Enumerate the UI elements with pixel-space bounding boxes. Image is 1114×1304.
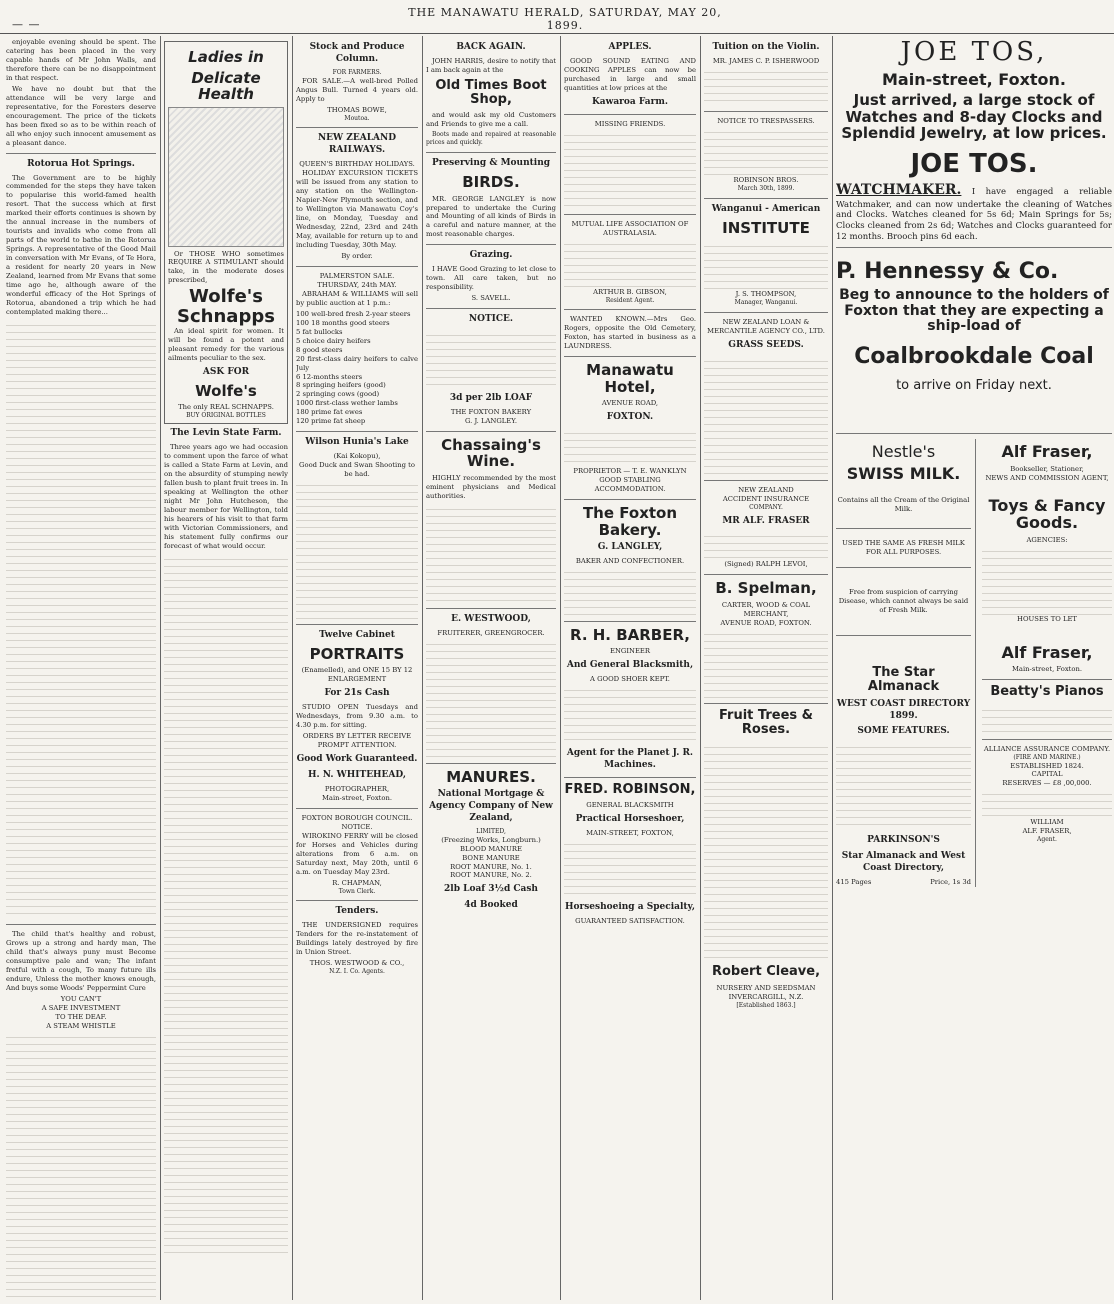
ad-text: Beg to announce to the holders of Foxton that they are expecting a ship-load of (839, 287, 1109, 335)
ad-text-continued (426, 638, 556, 758)
ad-text: And General Blacksmith, (566, 660, 694, 671)
ad-text-continued (836, 741, 971, 831)
ad-price: 2lb Loaf 3½d Cash (444, 884, 538, 895)
ad-text: LIMITED, (476, 827, 506, 835)
ad-title: ALLIANCE ASSURANCE COMPANY. (983, 744, 1111, 753)
ad-title: PALMERSTON SALE. (319, 271, 395, 280)
ad-title: Twelve Cabinet (319, 630, 395, 641)
ad-title: MISSING FRIENDS. (594, 119, 666, 128)
ad-title: Tenders. (335, 906, 379, 917)
ad-text-continued (564, 427, 696, 467)
ad-text-continued (704, 530, 828, 560)
sale-item: 8 springing heifers (good) (296, 381, 386, 390)
ad-name: WILLIAM (1030, 818, 1064, 827)
newspaper-title: THE MANAWATU HERALD, SATURDAY, MAY 20, 1899. (408, 6, 722, 32)
ad-text: Price, 1s 3d (930, 877, 971, 886)
ad-text: STUDIO OPEN Tuesdays and Wednesdays, from 9.30 a.m. to 4.30 p.m. for sitting. (296, 703, 418, 730)
ad-title: Beatty's Pianos (990, 684, 1104, 700)
ad-title: INSTITUTE (722, 218, 810, 237)
ad-title: ACCIDENT INSURANCE (722, 494, 810, 503)
ad-name: H. N. WHITEHEAD, (307, 770, 407, 780)
ad-item: ROOT MANURE, No. 2. (450, 871, 532, 880)
ad-text: The only REAL SCHNAPPS. (178, 403, 274, 412)
ad-text: MR. GEORGE LANGLEY is now prepared to undertake the Curing and Mounting of all kinds of Birds in a careful and nature manner, at the most reasonable charges. (426, 194, 556, 239)
ad-item: BLOOD MANURE (460, 844, 522, 853)
column-5 (564, 38, 696, 1300)
ad-title: Toys & Fancy Goods. (988, 495, 1106, 533)
brand-name: Wolfe's (188, 286, 263, 308)
ad-text: Good Work Guaranteed. (296, 754, 418, 765)
ad-heading: TO THE DEAF. (55, 1012, 107, 1021)
ad-title: BACK AGAIN. (456, 42, 526, 52)
ad-text: HIGHLY recommended by the most eminent physicians and Medical authorities. (426, 473, 556, 500)
ad-text: Star Almanack and West Coast Directory, (841, 851, 966, 874)
ad-sign: (Signed) RALPH LEVOI, (724, 560, 808, 569)
ad-role: Agent. (1037, 836, 1057, 844)
ad-text: Or THOSE WHO sometimes REQUIRE A STIMULANT should take, in the moderate doses prescribed, (168, 249, 284, 285)
ad-name: THOMAS BOWE, (327, 105, 387, 114)
sale-item: 100 18 months good steers (296, 318, 390, 327)
ad-title: JOE TOS. (910, 148, 1038, 179)
column-2 (164, 38, 288, 1300)
ad-text: PHOTOGRAPHER, (324, 784, 390, 793)
ad-subtitle: (Kai Kokopu), (333, 452, 381, 461)
ad-text: ABRAHAM & WILLIAMS will sell by public auction at 1 p.m.: (296, 289, 418, 307)
ad-title: FRED. ROBINSON, (564, 781, 696, 797)
ad-text: Main-street, Foxton. (1011, 665, 1083, 674)
ad-text: ENGINEER (609, 647, 650, 656)
ad-text: GOOD SOUND EATING AND COOKING APPLES can now be purchased in large and small quantities at low prices at the (564, 56, 696, 92)
sale-item: 180 prime fat ewes (296, 408, 363, 417)
section-title: Stock and Produce Column. (309, 42, 405, 64)
article-body: Three years ago we had occasion to comment upon the farce of what is called a State Farm at Levin, and on the absurdity of stumping newly fallen bush to plant fruit trees in. In speaking at Wellington the other night Mr John Hutcheson, the labour member for Wellington, told his hearers of his visit to that farm with Victorian Commissioners, and his statement fully confirms our forecast of what would occur. (164, 442, 288, 550)
article-text-continued (164, 553, 288, 1253)
ad-text: to arrive on Friday next. (896, 377, 1052, 393)
ad-role: Resident Agent. (605, 296, 655, 304)
ad-title: NEW ZEALAND (738, 485, 794, 494)
ad-text: USED THE SAME AS FRESH MILK FOR ALL PURPOSES. (842, 539, 965, 557)
sale-item: 120 prime fat sheep (296, 417, 366, 426)
ad-name: G. J. LANGLEY. (464, 416, 518, 425)
column-1 (6, 38, 156, 1300)
column-rule (292, 36, 293, 1300)
lead-paragraph: enjoyable evening should be spent. The catering has been placed in the very capable hands of Mr John Walls, and therefore there can be no disappointment in that respect. (6, 38, 156, 82)
ad-title: MANURES. (446, 767, 536, 786)
sale-item: 5 choice dairy heifers (296, 336, 371, 345)
ad-text: THE FOXTON BAKERY (450, 407, 532, 416)
ad-text: JOHN HARRIS, desire to notify that I am back again at the (426, 56, 556, 74)
ad-name: THOS. WESTWOOD & CO., (309, 959, 405, 968)
ad-name: ALF. FRASER, (1022, 827, 1072, 836)
ad-title: Chassaing's Wine. (441, 435, 541, 471)
ad-title: WATCHMAKER. (836, 182, 962, 199)
ad-title: NEW ZEALAND LOAN & MERCANTILE AGENCY CO., LTD. (707, 317, 825, 335)
ad-name: Robert Cleave, (711, 964, 821, 980)
ad-name: G. LANGLEY, (597, 542, 663, 553)
sale-items-list (296, 310, 418, 427)
article-text-continued (6, 319, 156, 919)
ad-text: (Freezing Works, Longburn.) (441, 835, 541, 844)
ad-title: MUTUAL LIFE ASSOCIATION OF AUSTRALASIA. (571, 219, 689, 237)
column-4 (426, 38, 556, 1300)
ad-text-continued (426, 503, 556, 603)
ad-name: ROBINSON BROS. (733, 175, 799, 184)
ad-name: R. CHAPMAN, (332, 878, 382, 887)
ad-text-continued (704, 240, 828, 290)
article-text-continued (296, 479, 418, 619)
ad-price: 4d Booked (464, 900, 518, 911)
ad-text: BAKER AND CONFECTIONER. (575, 556, 685, 565)
ad-text: WANTED KNOWN.—Mrs Geo. Rogers, opposite the Old Cemetery, Foxton, has started in business as a LAUNDRESS. (564, 315, 696, 351)
ad-title: Kawaroa Farm. (591, 96, 669, 107)
ad-text-continued (704, 628, 828, 698)
ad-text: I HAVE Good Grazing to let close to town. All care taken, but no responsibility. (426, 265, 556, 292)
ad-title: Preserving & Mounting (431, 158, 551, 169)
ad-text: For 21s Cash (324, 688, 390, 699)
ad-text-continued (564, 838, 696, 898)
ad-text-continued (982, 788, 1112, 818)
ad-name: PROPRIETOR — T. E. WANKLYN (573, 467, 687, 476)
ad-heading: A SAFE INVESTMENT (41, 1003, 121, 1012)
brand-name: Schnapps (177, 306, 275, 328)
woman-illustration (168, 107, 284, 247)
ad-sign: By order. (341, 251, 373, 260)
ad-text: CARTER, WOOD & COAL MERCHANT, (721, 600, 811, 618)
article-headline: The Levin State Farm. (170, 428, 282, 439)
ad-text: INVERCARGILL, N.Z. (728, 992, 804, 1001)
ad-price: 3d per 2lb LOAF (449, 393, 533, 403)
sale-item: 2 springing cows (good) (296, 390, 380, 399)
article-text-continued (6, 1031, 156, 1300)
sale-item: 5 fat bullocks (296, 327, 343, 336)
ad-title: Grazing. (469, 250, 513, 261)
ad-text-continued (564, 684, 696, 744)
ad-text: AGENCIES: (1026, 535, 1068, 544)
ad-title: Wanganui - American (711, 203, 821, 214)
ad-text: CAPITAL (1031, 770, 1063, 779)
ad-title: Ladies in (188, 48, 264, 66)
sale-item: 8 good steers (296, 345, 343, 354)
ad-name: J. S. THOMPSON, (735, 290, 797, 299)
ad-role: Manager, Wanganui. (734, 299, 798, 307)
ad-title: BIRDS. (462, 173, 520, 192)
sale-item: 100 well-bred fresh 2-year steers (296, 309, 411, 318)
ad-item: ROOT MANURE, No. 1. (450, 862, 532, 871)
ad-subtitle: NOTICE. (341, 822, 373, 831)
ad-text-continued (564, 129, 696, 209)
ad-text: RESERVES — £8 ,00,000. (1002, 779, 1092, 788)
ad-title: FOXTON BOROUGH COUNCIL. (301, 813, 413, 822)
ad-title: NOTICE. (468, 314, 514, 325)
poem: The child that's healthy and robust, Grows up a strong and hardy man, The child that's always puny must Become consumptive pale and wan; The infant fretful with a cough, To many future ills endure, Unless the mother knows enough, And buys some Woods' Peppermint Cure (6, 930, 156, 992)
ad-text: FRUITERER, GREENGROCER. (437, 628, 545, 637)
ad-title: Delicate Health (191, 68, 261, 103)
ad-title: COMPANY. (749, 503, 783, 511)
ad-text: PARKINSON'S (867, 835, 940, 846)
ad-title: B. Spelman, (715, 579, 817, 598)
ad-title: JOE TOS, (900, 38, 1048, 67)
lead-paragraph-2: We have no doubt but that the attendance will be very large and representative, for the Foresters deserve encouragement. The price of the tickets has been fixed so as to be within reach of all who enjoy such innocent amusement as a pleasant dance. (6, 84, 156, 147)
ad-text: AVENUE ROAD, (601, 399, 659, 408)
ad-title: Fruit Trees & Roses. (719, 707, 813, 738)
column-rule (160, 36, 161, 1300)
ad-text: AVENUE ROAD, FOXTON. (720, 618, 812, 627)
ad-title: NEW ZEALAND RAILWAYS. (317, 133, 397, 156)
ad-title: Wilson Hunia's Lake (305, 437, 409, 448)
ad-text: WIROKINO FERRY will be closed for Horses and Vehicles during alterations from 6 a.m. on Saturday next, May 20th, until 6 a.m. on Tuesday May 23rd. (296, 831, 418, 876)
ad-title: National Mortgage & Agency Company of New Zealand, (429, 789, 553, 823)
ad-title: WEST COAST DIRECTORY 1899. (836, 698, 971, 721)
ad-text: (FIRE AND MARINE.) (1013, 753, 1081, 761)
ad-text: BUY ORIGINAL BOTTLES (186, 412, 266, 420)
ad-text-continued (704, 741, 828, 961)
ad-text: 415 Pages (836, 877, 872, 886)
ad-title: GRASS SEEDS. (728, 339, 804, 350)
ad-subtitle: QUEEN'S BIRTHDAY HOLIDAYS. (299, 160, 415, 169)
column-3 (296, 38, 418, 1300)
ad-text: MAIN-STREET, FOXTON, (586, 829, 674, 838)
ad-name: MR ALF. FRASER (722, 515, 810, 526)
brand-name: Wolfe's (195, 381, 257, 400)
ad-text: GUARANTEED SATISFACTION. (575, 916, 685, 925)
ad-text: NURSERY AND SEEDSMAN (716, 983, 816, 992)
ad-text-continued (426, 329, 556, 389)
ad-title: R. H. BARBER, (569, 625, 691, 644)
ad-title: The Star Almanack (867, 665, 940, 695)
ad-heading: YOU CAN'T (60, 994, 102, 1003)
sale-item: 6 12-months steers (296, 372, 363, 381)
ad-role: Town Clerk. (338, 887, 376, 895)
ad-text: FOR SALE.—A well-bred Polled Angus Bull. Turned 4 years old. Apply to (296, 76, 418, 103)
ad-heading: A STEAM WHISTLE (46, 1021, 116, 1030)
ad-title: NOTICE TO TRESPASSERS. (717, 116, 815, 125)
masthead (0, 0, 1114, 40)
column-rule (700, 36, 701, 1300)
ad-role: N.Z. I. Co. Agents. (329, 968, 385, 976)
ad-text: Boots made and repaired at reasonable prices and quickly. (426, 131, 556, 147)
ad-name: E. WESTWOOD, (451, 613, 531, 624)
sale-item: 1000 first-class wether lambs (296, 399, 398, 408)
ad-text: ASK FOR (202, 366, 250, 377)
section-subtitle: FOR FARMERS. (332, 68, 382, 76)
ad-title: SWISS MILK. (846, 463, 961, 483)
ad-text: Good Duck and Swan Shooting to be had. (299, 461, 415, 479)
ad-text: FOXTON. (606, 412, 654, 423)
wolfes-schnapps-ad (164, 41, 288, 424)
ad-name: S. SAVELL. (471, 294, 511, 303)
ad-text: ORDERS BY LETTER RECEIVE PROMPT ATTENTION. (302, 732, 412, 750)
ad-text: Just arrived, a large stock of Watches and 8-day Clocks and Splendid Jewelry, at low prices. (841, 91, 1107, 143)
ad-text-continued (704, 66, 828, 106)
ad-title: Alf Fraser, (1001, 442, 1093, 462)
article-body: The Government are to be highly commended for the steps they have taken to popularise this world-famed health resort. That the success which at first marked their efforts continues is shown by the annual increase in the numbers of tourists and invalids who come from all parts of the world to bathe in the Rotorua Springs. A representative of the Good Mail in conversation with Mr Evans, of Te Hora, a resident for nearly 20 years in New Zealand, learned from Mr Evans that some time ago he, although aware of the wonderful efficacy of the Hot Springs of Rotorua, abandoned a trip which he had contemplated making there... (6, 173, 156, 317)
ad-text-continued (704, 126, 828, 176)
column-rule (422, 36, 423, 1300)
ad-text-continued (982, 704, 1112, 734)
ad-text: ESTABLISHED 1824. (1010, 761, 1084, 770)
ad-text: [Established 1863.] (736, 1001, 796, 1009)
ad-name: ARTHUR B. GIBSON, (593, 287, 667, 296)
ad-text: I have engaged a reliable Watchmaker, and can now undertake the cleaning of Watches and Clocks. Watches cleaned for 5s 6d; Main Springs for 5s; Clocks cleaned from 2s 6d; Watches and Clocks guaranteed for 12 months. Brooch pins 6d each. (836, 187, 1112, 242)
ad-text: A GOOD SHOER KEPT. (590, 675, 670, 684)
ad-text: and would ask my old Customers and Friends to give me a call. (426, 111, 556, 129)
ad-text: Horseshoeing a Specialty, (564, 902, 696, 913)
ad-title: PORTRAITS (309, 644, 405, 663)
ad-title: Tuition on the Violin. (712, 42, 820, 52)
ad-place: Main-street, Foxton. (321, 793, 393, 802)
ad-date: THURSDAY, 24th MAY. (317, 280, 397, 289)
ad-text: NEWS AND COMMISSION AGENT, (985, 473, 1109, 482)
article-headline: Rotorua Hot Springs. (27, 158, 135, 169)
ad-text: Free from suspicion of carrying Disease, which cannot always be said of Fresh Milk. (838, 588, 969, 615)
ad-subtitle: Main-street, Foxton. (882, 69, 1066, 89)
ad-place: Moutoa. (344, 114, 370, 122)
ad-text: An ideal spirit for women. It will be found a potent and pleasant remedy for the various ailments peculiar to the sex. (168, 326, 284, 362)
column-7 (836, 38, 1112, 1300)
ad-text: Agent for the Planet J. R. Machines. (566, 748, 694, 771)
ad-name: MR. JAMES C. P. ISHERWOOD (712, 56, 820, 65)
column-6 (704, 38, 828, 1300)
ad-text: THE UNDERSIGNED requires Tenders for the re-instatement of Buildings lately destroyed by fire in Union Street. (296, 921, 418, 957)
ad-title: Alf Fraser, (1001, 642, 1093, 662)
sale-item: 20 first-class dairy heifers to calve July (296, 354, 418, 372)
ad-title: APPLES. (608, 42, 652, 52)
ad-subtitle: SOME FEATURES. (857, 726, 950, 737)
column-rule (832, 36, 833, 1300)
ad-item: BONE MANURE (462, 853, 520, 862)
ad-text: HOUSES TO LET (1017, 614, 1077, 623)
ad-text: Bookseller, Stationer, (1010, 464, 1084, 473)
ad-date: March 30th, 1899. (737, 184, 795, 192)
ad-text: HOLIDAY EXCURSION TICKETS will be issued from any station to any station on the Wellington-Napier-New Plymouth section, and to Wellington via Manawatu Coy's line, on Monday, Tuesday and Wednesday, 22nd, 23rd and 24th May, available for return up to and including Tuesday, 30th May. (296, 169, 418, 249)
ad-title: Coalbrookdale Coal (854, 343, 1094, 369)
ad-title: The Foxton Bakery. (582, 504, 678, 539)
column-rule (560, 36, 561, 1300)
ad-text: (Enamelled), and ONE 15 BY 12 ENLARGEMENT (301, 666, 413, 684)
ad-text-continued (564, 566, 696, 616)
ad-text: Practical Horseshoer, (575, 814, 685, 825)
ad-text-continued (704, 355, 828, 475)
page-marker: — — (12, 18, 41, 31)
ad-title: Old Times Boot Shop, (435, 77, 547, 108)
ad-title: Manawatu Hotel, (586, 361, 674, 396)
ad-title: P. Hennessy & Co. (836, 259, 1059, 285)
ad-text: GENERAL BLACKSMITH (586, 801, 674, 810)
ad-text-continued (982, 545, 1112, 615)
ad-text-continued (564, 238, 696, 288)
ad-title: Nestle's (871, 442, 936, 462)
ad-text: Contains all the Cream of the Original Milk. (837, 496, 970, 514)
ad-text: GOOD STABLING ACCOMMODATION. (594, 476, 666, 494)
